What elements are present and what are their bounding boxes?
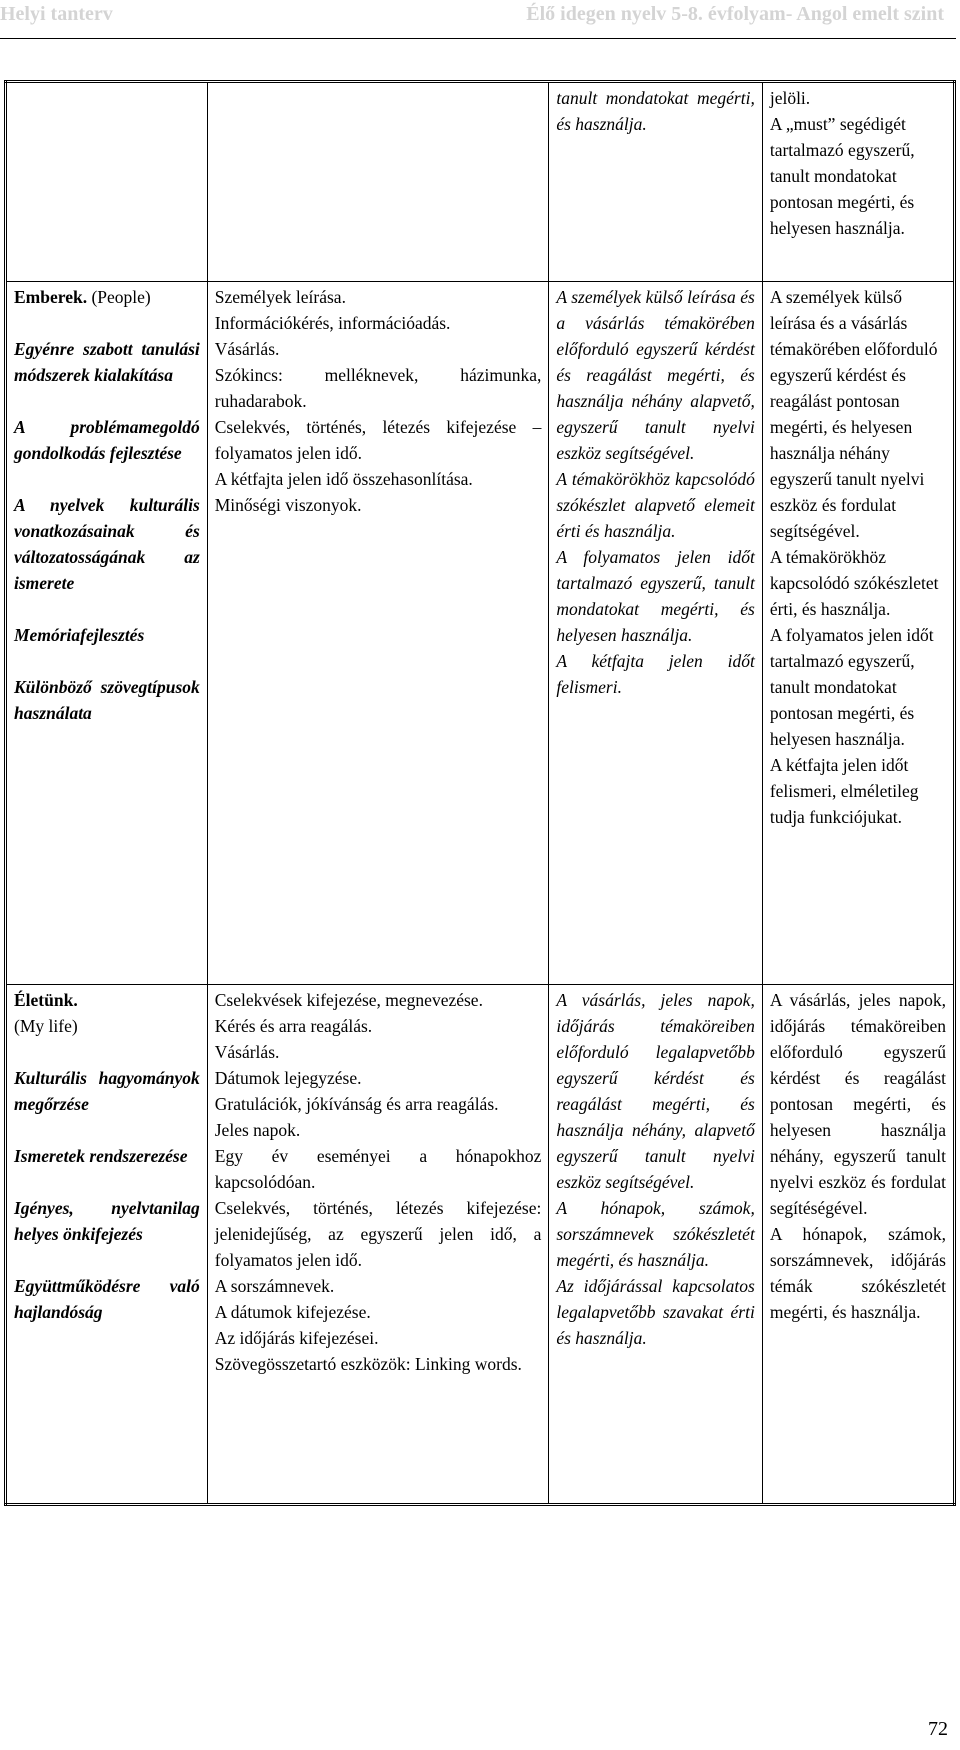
- table-row: [6, 985, 955, 1505]
- header-right-title: Élő idegen nyelv 5-8. évfolyam- Angol emelt szint: [526, 3, 944, 25]
- topic-item: Igényes, nyelvtanilag helyes önkifejezés: [14, 1198, 200, 1244]
- header-left-title: Helyi tanterv: [0, 3, 113, 25]
- topic-title: Emberek. (People): [14, 287, 151, 307]
- list-item: A „must” segédigét tartalmazó egyszerű, tanult mondatokat pontosan megérti, és helyesen használja.: [769, 114, 915, 238]
- content-cell: [207, 985, 549, 1505]
- content-item: Cselekvés, történés, létezés kifejezése: jelenidejűség, az egyszerű jelen idő, a folyamatos jelen idő.: [214, 1198, 542, 1270]
- topic-item: Egyénre szabott tanulási módszerek kialakítása: [14, 339, 200, 385]
- advanced-requirements-cell: [762, 985, 954, 1505]
- list-item: tanult mondatokat megérti, és használja.: [556, 88, 755, 134]
- content-item: Információkérés, információadás.: [214, 313, 451, 333]
- curriculum-table: [4, 80, 956, 1506]
- content-item: Vásárlás.: [214, 339, 280, 359]
- topic-cell: [6, 282, 208, 985]
- list-item: A vásárlás, jeles napok, időjárás témaköreiben előforduló legalapvetőbb egyszerű kérdést és reagálást megérti, és használja néhány, alapvető egyszerű tanult nyelvi eszköz segítségével.: [556, 990, 755, 1192]
- topic-title: Életünk. (My life): [14, 990, 78, 1036]
- minimum-requirements-cell: [549, 985, 762, 1505]
- list-item: A személyek külső leírása és a vásárlás témakörében előforduló egyszerű kérdést és reagálást megérti, és használja néhány alapvető, egyszerű tanult nyelvi eszköz segítségével.: [556, 287, 755, 463]
- list-item: A kétfajta jelen időt felismeri.: [556, 651, 755, 697]
- list-item: A vásárlás, jeles napok, időjárás témaköreiben előforduló egyszerű kérdést és reagálást pontosan megérti, és helyesen használja néhány, egyszerű tanult nyelvi eszköz és fordulat segítéségével.: [769, 990, 946, 1218]
- page-number: 72: [928, 1718, 948, 1740]
- minimum-requirements-cell: [549, 282, 762, 985]
- content-item: Kérés és arra reagálás.: [214, 1016, 373, 1036]
- header-rule: [0, 38, 956, 39]
- content-cell: [207, 282, 549, 985]
- content-item: Szövegösszetartó eszközök: Linking words.: [214, 1354, 522, 1374]
- content-item: A dátumok kifejezése.: [214, 1302, 371, 1322]
- advanced-requirements-cell: [762, 82, 954, 282]
- content-item: Gratulációk, jókívánság és arra reagálás.: [214, 1094, 499, 1114]
- page-header: [0, 0, 960, 34]
- minimum-requirements-cell: [549, 82, 762, 282]
- list-item: A kétfajta jelen időt felismeri, elméletileg tudja funkciójukat.: [769, 755, 919, 827]
- table-row: [6, 282, 955, 985]
- content-item: Szókincs: melléknevek, házimunka, ruhadarabok.: [214, 365, 542, 411]
- list-item: Az időjárással kapcsolatos legalapvetőbb szavakat érti és használja.: [556, 1276, 755, 1348]
- topic-item: A problémamegoldó gondolkodás fejlesztése: [14, 417, 200, 463]
- topic-item: Memóriafejlesztés: [14, 625, 145, 645]
- list-item: A folyamatos jelen időt tartalmazó egyszerű, tanult mondatokat megérti, és helyesen használja.: [556, 547, 755, 645]
- content-item: Vásárlás.: [214, 1042, 280, 1062]
- content-item: Cselekvés, történés, létezés kifejezése – folyamatos jelen idő.: [214, 417, 542, 463]
- topic-item: Együttműködésre való hajlandóság: [14, 1276, 200, 1322]
- table-row: [6, 82, 955, 282]
- topic-item: Különböző szövegtípusok használata: [14, 677, 200, 723]
- content-item: Az időjárás kifejezései.: [214, 1328, 379, 1348]
- content-item: A kétfajta jelen idő összehasonlítása.: [214, 469, 473, 489]
- topic-item: Kulturális hagyományok megőrzése: [14, 1068, 200, 1114]
- list-item: A témakörökhöz kapcsolódó szókészlet alapvető elemeit érti és használja.: [556, 469, 755, 541]
- list-item: A hónapok, számok, sorszámnevek, időjárás témák szókészletét megérti, és használja.: [769, 1224, 946, 1322]
- content-item: Dátumok lejegyzése.: [214, 1068, 362, 1088]
- list-item: A hónapok, számok, sorszámnevek szókészletét megérti, és használja.: [556, 1198, 755, 1270]
- topic-item: Ismeretek rendszerezése: [14, 1146, 188, 1166]
- content-item: Személyek leírása.: [214, 287, 346, 307]
- list-item: A témakörökhöz kapcsolódó szókészletet érti, és használja.: [769, 547, 939, 619]
- advanced-requirements-cell: [762, 282, 954, 985]
- content-cell: [207, 82, 549, 282]
- topic-cell: [6, 82, 208, 282]
- content-item: Cselekvések kifejezése, megnevezése.: [214, 990, 483, 1010]
- list-item: A folyamatos jelen időt tartalmazó egyszerű, tanult mondatokat pontosan megérti, és helyesen használja.: [769, 625, 934, 749]
- topic-cell: [6, 985, 208, 1505]
- list-item: A személyek külső leírása és a vásárlás témakörében előforduló egyszerű kérdést és reagálást pontosan megérti, és helyesen használja néhány egyszerű tanult nyelvi eszköz és fordulat segítségével.: [769, 287, 938, 541]
- topic-item: A nyelvek kulturális vonatkozásainak és változatosságának az ismerete: [14, 495, 200, 593]
- content-item: Jeles napok.: [214, 1120, 301, 1140]
- content-item: Minőségi viszonyok.: [214, 495, 362, 515]
- content-item: A sorszámnevek.: [214, 1276, 335, 1296]
- list-item: jelöli.: [769, 88, 811, 108]
- content-item: Egy év eseményei a hónapokhoz kapcsolódóan.: [214, 1146, 542, 1192]
